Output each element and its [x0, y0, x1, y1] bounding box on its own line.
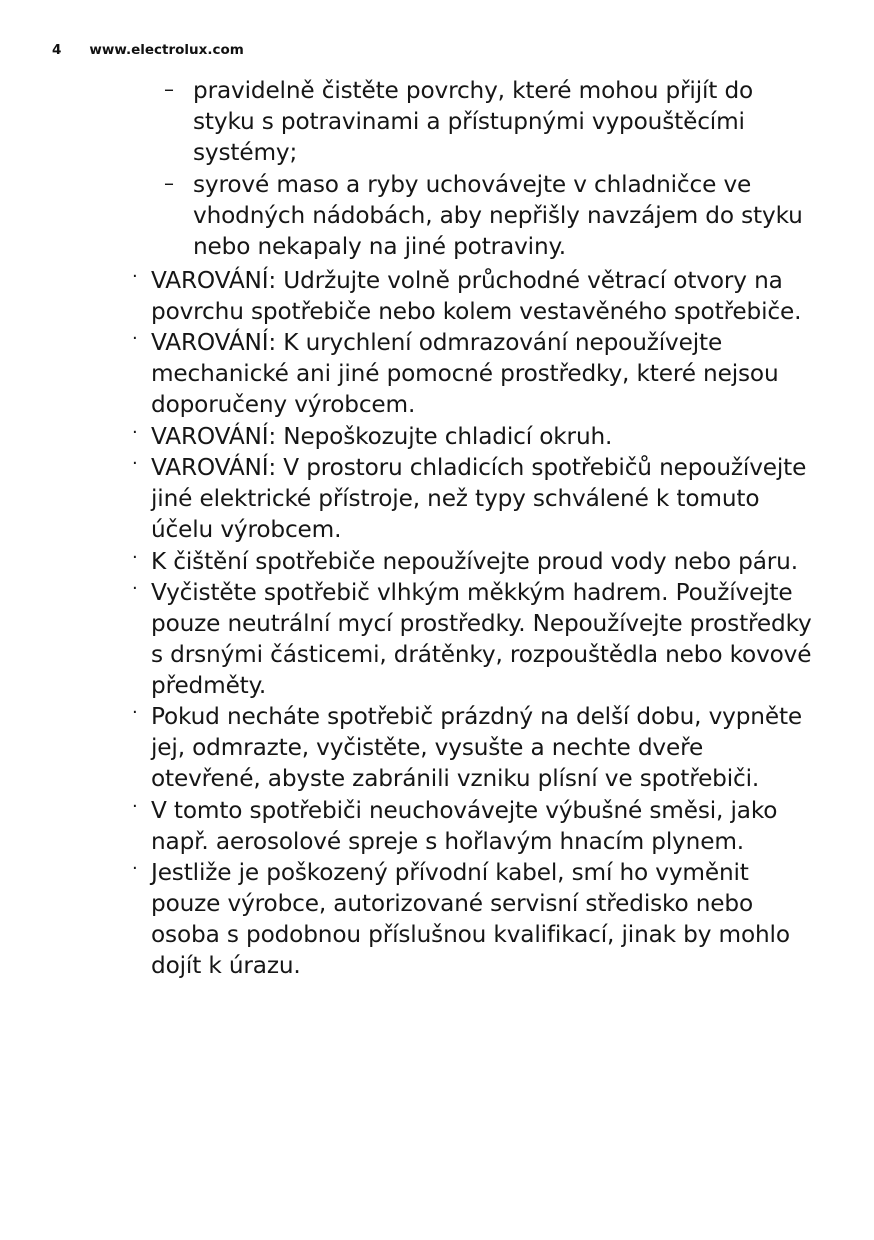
bullet-marker-icon: · [132, 546, 138, 568]
list-item-text: VAROVÁNÍ: K urychlení odmrazování nepoužívejte mechanické ani jiné pomocné prostředky, které nejsou doporučeny výrobcem. [151, 329, 786, 419]
list-item [126, 796, 818, 858]
list-item-text: VAROVÁNÍ: Nepoškozujte chladicí okruh. [151, 422, 613, 450]
list-item-text: syrové maso a ryby uchovávejte v chladničce ve vhodných nádobách, aby nepřišly navzájem do styku nebo nekapaly na jiné potraviny. [193, 170, 810, 260]
page-header [52, 42, 822, 58]
bullet-marker-icon: · [132, 702, 138, 724]
list-item-text: Vyčistěte spotřebič vlhkým měkkým hadrem. Používejte pouze neutrální mycí prostředky. Nepoužívejte prostředky s drsnými částicemi, drátěnky, rozpouštědla nebo kovové předměty. [151, 579, 819, 699]
bullet-marker-icon: · [132, 858, 138, 880]
list-item-text: Jestliže je poškozený přívodní kabel, smí ho vyměnit pouze výrobce, autorizované servisní středisko nebo osoba s podobnou příslušnou kvalifikací, jinak by mohlo dojít k úrazu. [151, 859, 798, 980]
list-item [126, 422, 818, 453]
bullet-marker-icon: · [132, 328, 138, 350]
list-item [126, 266, 818, 328]
list-item [126, 858, 818, 982]
page-number: 4 [52, 42, 62, 58]
list-item [126, 578, 818, 702]
header-website-url: www.electrolux.com [89, 42, 244, 58]
list-item-text: VAROVÁNÍ: Udržujte volně průchodné větrací otvory na povrchu spotřebiče nebo kolem vestavěného spotřebiče. [151, 266, 802, 325]
dash-marker: – [164, 77, 174, 101]
list-item-text: VAROVÁNÍ: V prostoru chladicích spotřebičů nepoužívejte jiné elektrické přístroje, než typy schválené k tomuto účelu výrobcem. [151, 454, 814, 544]
list-item [126, 547, 818, 578]
sub-dash-list [126, 76, 818, 263]
list-item [126, 328, 818, 421]
bullet-marker-icon: · [132, 453, 138, 475]
list-item-text: Pokud necháte spotřebič prázdný na delší dobu, vypněte jej, odmrazte, vyčistěte, vysušte a nechte dveře otevřené, abyste zabránili vzniku plísní ve spotřebiči. [151, 703, 810, 793]
bullet-marker-icon: · [132, 421, 138, 443]
bullet-marker-icon: · [132, 265, 138, 287]
bullet-list [126, 266, 818, 982]
list-item-text: V tomto spotřebiči neuchovávejte výbušné směsi, jako např. aerosolové spreje s hořlavým hnacím plynem. [151, 796, 785, 855]
bullet-marker-icon: · [132, 578, 138, 599]
list-item [160, 170, 818, 263]
list-item-text: K čištění spotřebiče nepoužívejte proud vody nebo páru. [151, 547, 798, 575]
dash-marker: – [164, 170, 174, 195]
list-item [126, 702, 818, 795]
list-item [160, 76, 818, 169]
list-item [126, 453, 818, 546]
list-item-text: pravidelně čistěte povrchy, které mohou přijít do styku s potravinami a přístupnými vypouštěcími systémy; [193, 77, 761, 166]
bullet-marker-icon: · [132, 795, 138, 817]
safety-instructions-content [126, 76, 818, 983]
